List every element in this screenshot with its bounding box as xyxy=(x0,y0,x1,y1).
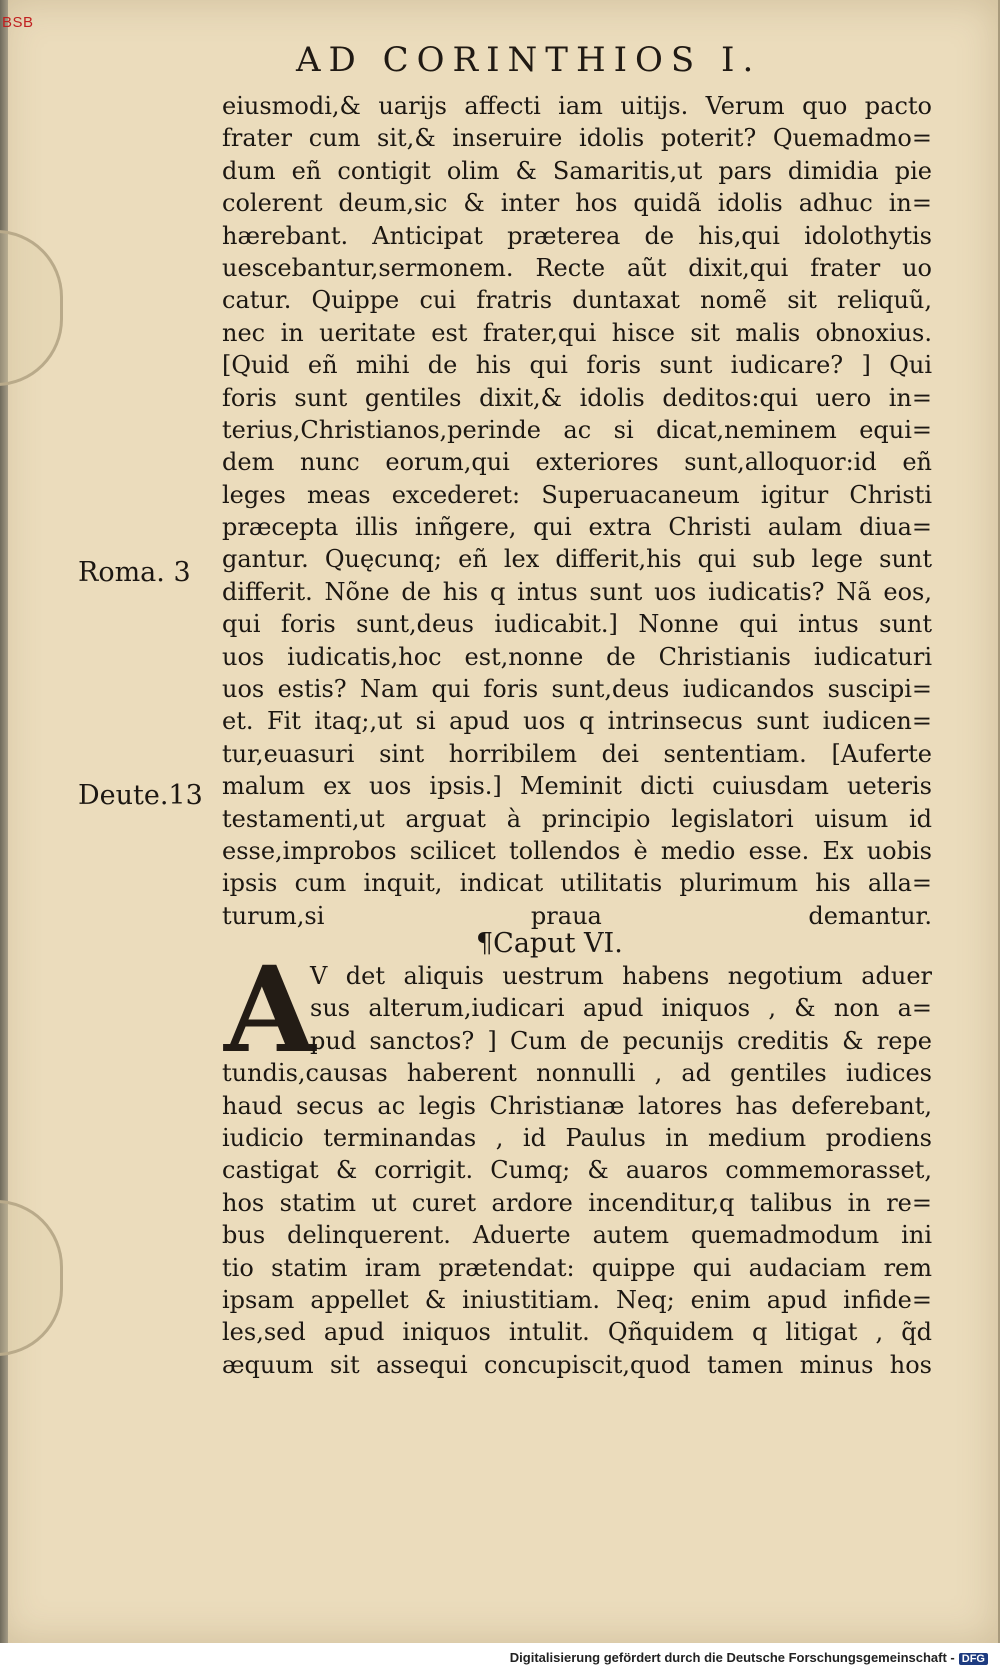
chapter-heading: ¶Caput VI. xyxy=(476,928,623,959)
margin-note-deute: Deute.13 xyxy=(78,780,203,811)
footer-credit xyxy=(510,1650,988,1665)
chapter-line: iudicio terminandas , id Paulus in medium prodiens xyxy=(222,1123,932,1152)
body-line: terius,Christianos,perinde ac si dicat,neminem equi= xyxy=(222,415,932,444)
chapter-line: tio statim iram prætendat: quippe qui audaciam rem xyxy=(222,1253,932,1282)
chapter-line: ipsam appellet & iniustitiam. Neq; enim apud infide= xyxy=(222,1285,932,1314)
body-text-block xyxy=(222,90,932,932)
chapter-line: haud secus ac legis Christianæ latores has deferebant, xyxy=(222,1091,932,1120)
body-line: et. Fit itaq;,ut si apud uos q intrinsecus sunt iudicen= xyxy=(222,707,932,736)
body-line: dum eñ contigit olim & Samaritis,ut pars dimidia pie xyxy=(222,156,932,185)
body-line: testamenti,ut arguat à principio legislatori uisum id xyxy=(222,804,932,833)
body-line: differit. Nõne de his q intus sunt uos iudicatis? Nã eos, xyxy=(222,577,932,606)
body-line: turum,si praua demantur. xyxy=(222,901,932,930)
punch-hole-lower xyxy=(0,1200,63,1356)
body-line: malum ex uos ipsis.] Meminit dicti cuiusdam ueteris xyxy=(222,772,932,801)
chapter-line: V det aliquis uestrum habens negotium aduer xyxy=(310,962,932,990)
chapter-line: les,sed apud iniquos intulit. Qñquidem q litigat , q̃d xyxy=(222,1318,932,1347)
body-line: colerent deum,sic & inter hos quidã idolis adhuc in= xyxy=(222,189,932,218)
margin-note-roma: Roma. 3 xyxy=(78,557,191,588)
chapter-line: tundis,causas haberent nonnulli , ad gentiles iudices xyxy=(222,1059,932,1088)
body-line: uos iudicatis,hoc est,nonne de Christianis iudicaturi xyxy=(222,642,932,671)
chapter-line: pud sanctos? ] Cum de pecunijs creditis & repe xyxy=(310,1026,932,1055)
body-line: esse,improbos scilicet tollendos è medio esse. Ex uobis xyxy=(222,836,932,865)
body-line: frater cum sit,& inseruire idolis poterit? Quemadmo= xyxy=(222,124,932,153)
body-line: hærebant. Anticipat præterea de his,qui idolothytis xyxy=(222,221,932,250)
chapter-line: bus delinquerent. Aduerte autem quemadmodum ini xyxy=(222,1221,932,1250)
drop-cap: A xyxy=(224,940,316,1079)
body-line: [Quid eñ mihi de his qui foris sunt iudicare? ] Qui xyxy=(222,351,932,380)
body-line: uos estis? Nam qui foris sunt,deus iudicandos suscipi= xyxy=(222,675,932,704)
chapter-line: hos statim ut curet ardore incenditur,q talibus in re= xyxy=(222,1188,932,1217)
punch-hole-upper xyxy=(0,230,63,386)
body-line: foris sunt gentiles dixit,& idolis deditos:qui uero in= xyxy=(222,383,932,412)
library-watermark: BSB xyxy=(2,14,34,31)
body-line: nec in ueritate est frater,qui hisce sit malis obnoxius. xyxy=(222,318,932,347)
body-line: catur. Quippe cui fratris duntaxat nomẽ sit reliquũ, xyxy=(222,286,932,315)
dfg-logo: DFG xyxy=(959,1653,988,1665)
body-line: præcepta illis inñgere, qui extra Christi aulam diua= xyxy=(222,513,932,542)
chapter-line: castigat & corrigit. Cumq; & auaros commemorasset, xyxy=(222,1156,932,1185)
body-line: leges meas excederet: Superuacaneum igitur Christi xyxy=(222,480,932,509)
chapter-line: sus alterum,iudicari apud iniquos , & non a= xyxy=(310,994,932,1023)
body-line: eiusmodi,& uarijs affecti iam uitijs. Verum quo pacto xyxy=(222,92,932,120)
footer-text: Digitalisierung gefördert durch die Deutsche Forschungsgemeinschaft - xyxy=(509,1650,955,1665)
body-line: gantur. Quęcunq; eñ lex differit,his qui sub lege sunt xyxy=(222,545,932,574)
body-line: qui foris sunt,deus iudicabit.] Nonne qui intus sunt xyxy=(222,610,932,639)
body-line: dem nunc eorum,qui exteriores sunt,alloquor:id eñ xyxy=(222,448,932,477)
body-line: ipsis cum inquit, indicat utilitatis plurimum his alla= xyxy=(222,869,932,898)
chapter-line: æquum sit assequi concupiscit,quod tamen minus hos xyxy=(222,1350,932,1379)
running-head: AD CORINTHIOS I. xyxy=(296,40,762,80)
body-line: uescebantur,sermonem. Recte aũt dixit,qui frater uo xyxy=(222,253,932,282)
body-line: tur,euasuri sint horribilem dei sententiam. [Auferte xyxy=(222,739,932,768)
